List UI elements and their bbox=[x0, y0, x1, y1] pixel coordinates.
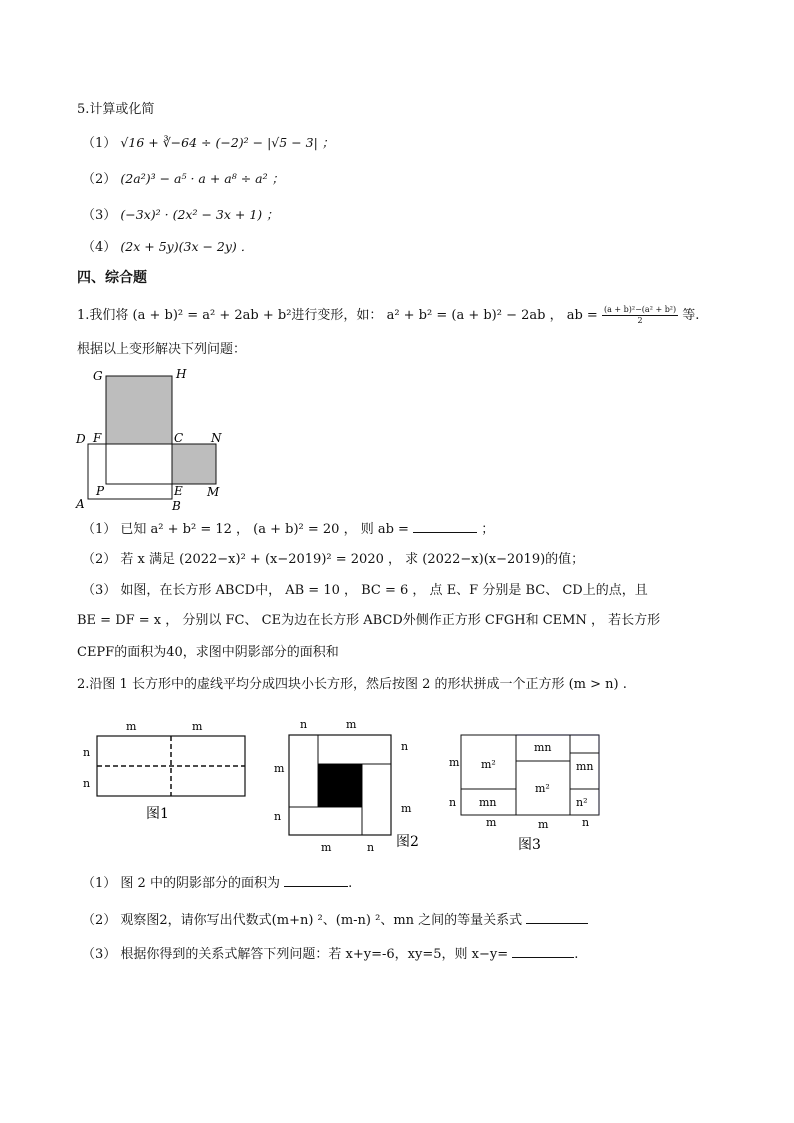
q1-line2: 根据以上变形解决下列问题： bbox=[77, 342, 247, 357]
fig2-shaded-square bbox=[318, 764, 362, 807]
fig3-label-left-m: m bbox=[449, 756, 460, 769]
fig1-label-n1: n bbox=[83, 746, 91, 759]
sub1-text: （1） 已知 a² + b² = 12 ， (a + b)² = 20 ， 则 ab = bbox=[82, 522, 414, 537]
item-expression: √16 + ∛−64 ÷ (−2)² − |√5 − 3| ； bbox=[120, 135, 335, 150]
q2-sub1 bbox=[82, 874, 352, 893]
label-n: N bbox=[211, 431, 222, 445]
fig2-label-right-m: m bbox=[401, 802, 412, 815]
fig2-piece-left bbox=[289, 735, 318, 807]
fig2-label-top-n: n bbox=[300, 718, 308, 731]
sub2-text: （2） 观察图2，请你写出代数式(m+n) ²、(m-n) ²、mn 之间的等量关系式 bbox=[82, 913, 527, 928]
fig1-label-m2: m bbox=[192, 720, 203, 733]
fig1-label-m1: m bbox=[126, 720, 137, 733]
label-m: M bbox=[207, 485, 220, 499]
fig1-label-n2: n bbox=[83, 777, 91, 790]
figure-1 bbox=[78, 718, 258, 828]
fraction-denominator: 2 bbox=[637, 316, 643, 325]
label-g: G bbox=[93, 369, 103, 383]
item-expression: (2a²)³ − a⁵ · a + a⁸ ÷ a² ； bbox=[120, 171, 285, 186]
item-number: （2） bbox=[82, 172, 117, 187]
q1-intro bbox=[77, 305, 699, 326]
item-expression: (−3x)² · (2x² − 3x + 1) ； bbox=[120, 207, 279, 222]
label-p: P bbox=[96, 484, 105, 498]
fig2-label-bottom-m: m bbox=[321, 841, 332, 854]
section4-title: 四、综合题 bbox=[77, 270, 147, 286]
answer-blank[interactable] bbox=[526, 911, 588, 924]
fig3-label-bottom-m1: m bbox=[486, 816, 497, 829]
q1-intro-end: 等. bbox=[682, 308, 700, 323]
fig3-cell-m2-small: m² bbox=[481, 758, 496, 771]
answer-blank[interactable] bbox=[512, 945, 574, 958]
rectangle-cepf bbox=[106, 444, 172, 484]
fig2-piece-top bbox=[318, 735, 391, 764]
square-cfgh bbox=[106, 376, 172, 444]
item-number: （3） bbox=[82, 208, 117, 223]
sub1-text: （1） 图 2 中的阴影部分的面积为 bbox=[82, 876, 285, 891]
item-number: （1） bbox=[82, 136, 117, 151]
figure-3 bbox=[445, 728, 610, 856]
label-b: B bbox=[172, 499, 181, 512]
fig2-label-top-m: m bbox=[346, 718, 357, 731]
sub1-end: ； bbox=[477, 522, 495, 537]
rectangle-figure bbox=[72, 364, 232, 512]
fig3-label-bottom-m2: m bbox=[538, 818, 549, 831]
q1-intro-text: 1.我们将 (a + b)² = a² + 2ab + b²进行变形，如： a² + b² = (a + b)² − 2ab ， ab = bbox=[77, 308, 598, 323]
figure-2 bbox=[268, 716, 433, 856]
fig3-label-bottom-n: n bbox=[582, 816, 590, 829]
q2-intro: 2.沿图 1 长方形中的虚线平均分成四块小长方形，然后按图 2 的形状拼成一个正方形 (m > n) . bbox=[77, 677, 627, 692]
fig3-cell-n2: n² bbox=[576, 796, 588, 809]
fig2-label-left-n: n bbox=[274, 810, 282, 823]
fig3-cell-mn-top: mn bbox=[534, 741, 552, 754]
fig3-label-left-n: n bbox=[449, 796, 457, 809]
q1-sub3-line2: BE = DF = x ， 分别以 FC、 CE为边在长方形 ABCD外侧作正方形 CFGH和 CEMN ， 若长方形 bbox=[77, 613, 661, 628]
section5-item-4 bbox=[82, 238, 253, 257]
fig2-piece-right bbox=[362, 764, 391, 835]
answer-blank[interactable] bbox=[413, 520, 477, 533]
section5-item-1 bbox=[82, 134, 334, 153]
label-e: E bbox=[174, 484, 183, 498]
fig2-piece-bottom bbox=[289, 807, 362, 835]
fig1-caption: 图1 bbox=[146, 806, 169, 822]
sub3-end: . bbox=[574, 947, 579, 962]
label-f: F bbox=[93, 431, 102, 445]
label-d: D bbox=[76, 432, 86, 446]
fig2-label-bottom-n: n bbox=[367, 841, 375, 854]
fig3-cell-mn-bottom: mn bbox=[479, 796, 497, 809]
q1-sub2: （2） 若 x 满足 (2022−x)² + (x−2019)² = 2020 ， 求 (2022−x)(x−2019)的值； bbox=[82, 552, 585, 567]
fig3-cell-m2-big: m² bbox=[535, 782, 550, 795]
section5-item-2 bbox=[82, 170, 284, 189]
answer-blank[interactable] bbox=[284, 874, 348, 887]
label-c: C bbox=[174, 431, 184, 445]
label-h: H bbox=[176, 367, 187, 381]
sub3-text: （3） 根据你得到的关系式解答下列问题：若 x+y=-6，xy=5，则 x−y= bbox=[82, 947, 513, 962]
sub1-end: . bbox=[348, 876, 353, 891]
q2-sub3 bbox=[82, 945, 578, 964]
q2-sub2 bbox=[82, 911, 588, 930]
q1-fraction bbox=[602, 305, 678, 326]
section5-title: 5.计算或化简 bbox=[77, 102, 155, 117]
q1-sub1 bbox=[82, 520, 494, 539]
fig3-cell-mn-right: mn bbox=[576, 760, 594, 773]
item-number: （4） bbox=[82, 240, 117, 255]
fig3-caption: 图3 bbox=[518, 837, 541, 853]
fig2-label-right-n: n bbox=[401, 740, 409, 753]
section5-item-3 bbox=[82, 206, 279, 225]
fraction-numerator: (a + b)²−(a² + b²) bbox=[603, 305, 677, 314]
q1-sub3-line1: （3） 如图，在长方形 ABCD中， AB = 10 ， BC = 6 ， 点 E、F 分别是 BC、 CD上的点，且 bbox=[82, 583, 648, 598]
fig2-caption: 图2 bbox=[396, 834, 419, 850]
square-cemn bbox=[172, 444, 216, 484]
q1-sub3-line3: CEPF的面积为40，求图中阴影部分的面积和 bbox=[77, 645, 339, 660]
fig2-label-left-m: m bbox=[274, 762, 285, 775]
item-expression: (2x + 5y)(3x − 2y) ． bbox=[120, 239, 254, 254]
label-a: A bbox=[76, 497, 85, 511]
